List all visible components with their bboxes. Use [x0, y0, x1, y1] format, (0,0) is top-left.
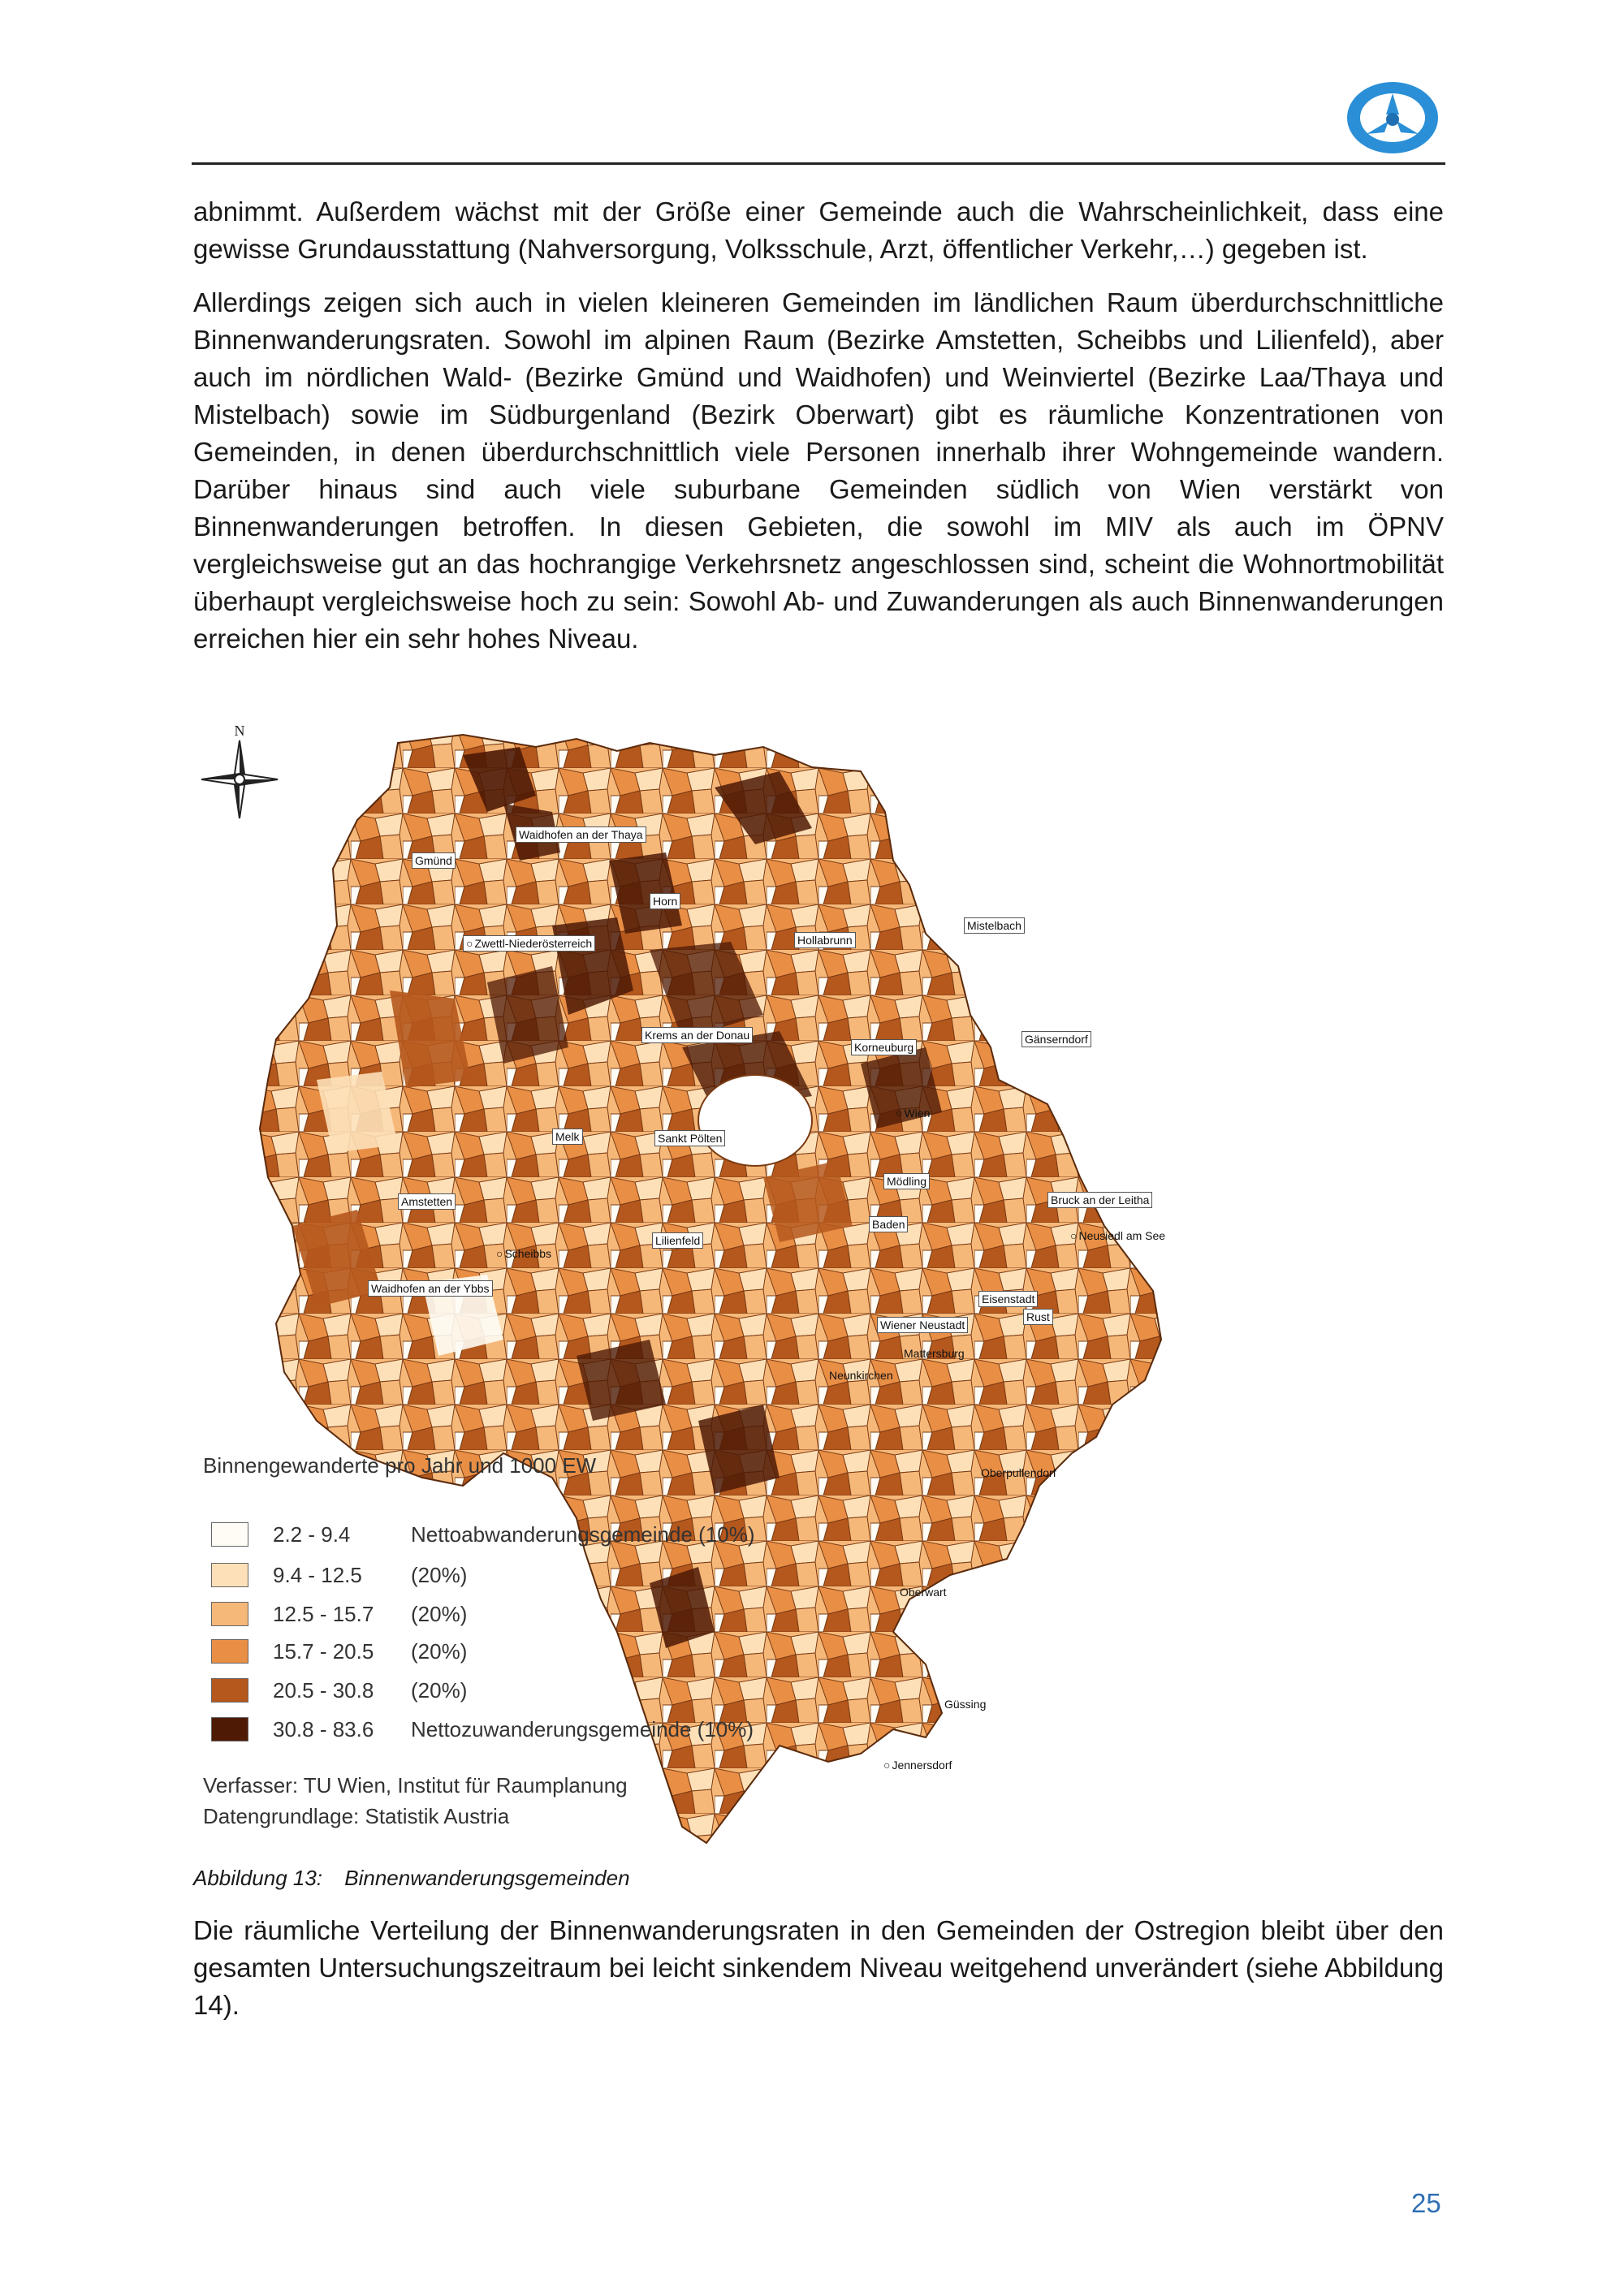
legend-note: (20%): [411, 1562, 468, 1587]
legend-swatch: [211, 1602, 248, 1626]
place-label: Mattersburg: [904, 1347, 965, 1360]
paragraph-1: abnimmt. Außerdem wächst mit der Größe einer Gemeinde auch die Wahrscheinlichkeit, dass eine gewisse Grundausstattung (Nahversorgung, Volksschule, Arzt, öffentlicher Verkehr,…) gegeben ist.: [193, 196, 1444, 264]
choropleth-map: [195, 723, 1234, 1851]
legend-swatch: [211, 1563, 248, 1587]
map-credits: [203, 1770, 628, 1832]
legend-swatch: [211, 1678, 248, 1703]
legend-note: (20%): [411, 1601, 468, 1626]
header-rule: [192, 162, 1445, 165]
legend-item: [211, 1559, 467, 1591]
compass-icon: [195, 723, 284, 828]
place-label: Waidhofen an der Thaya: [516, 826, 646, 843]
place-label: Mistelbach: [964, 917, 1025, 934]
place-label: ○ Wien: [893, 1106, 932, 1120]
legend-item: [211, 1635, 467, 1668]
place-label: ○ Scheibbs: [494, 1246, 554, 1261]
place-label: ○ Neusiedl am See: [1068, 1228, 1168, 1243]
place-label: Gmünd: [412, 852, 456, 869]
legend-note: Nettoabwanderungsgemeinde (10%): [411, 1521, 755, 1547]
legend-item: [211, 1674, 467, 1707]
legend-title: Binnengewanderte pro Jahr und 1000 EW: [203, 1453, 597, 1478]
place-label: ○ Jennersdorf: [881, 1758, 954, 1772]
place-label: Baden: [869, 1216, 908, 1232]
place-label: Bruck an der Leitha: [1047, 1192, 1152, 1208]
legend-swatch: [211, 1639, 248, 1664]
legend-range: 30.8 - 83.6: [273, 1716, 374, 1741]
logo-icon: [1344, 77, 1441, 158]
legend-range: 2.2 - 9.4: [273, 1521, 351, 1547]
caption-title: Binnenwanderungsgemeinden: [344, 1866, 630, 1890]
place-label: Neunkirchen: [829, 1369, 893, 1382]
place-label: Amstetten: [398, 1193, 456, 1210]
legend-item: [211, 1518, 755, 1551]
figure-caption: [193, 1866, 630, 1891]
place-label: Wiener Neustadt: [877, 1317, 968, 1333]
credits-source: Datengrundlage: Statistik Austria: [203, 1804, 510, 1828]
place-label: Krems an der Donau: [641, 1027, 753, 1043]
place-label: Horn: [650, 893, 680, 909]
credits-author: Verfasser: TU Wien, Institut für Raumplanung: [203, 1773, 628, 1798]
paragraph-2: Allerdings zeigen sich auch in vielen kleineren Gemeinden im ländlichen Raum überdurchschnittliche Binnenwanderungsraten. Sowohl im alpinen Raum (Bezirke Amstetten, Scheibbs und Lilienfeld), aber auch im nördlichen Wald- (Bezirke Gmünd und Waidhofen) und Weinviertel (Bezirke Laa/Thaya und Mistelbach) sowie im Südburgenland (Bezirk Oberwart) gibt es räumliche Konzentrationen von Gemeinden, in denen überdurchschnittlich viele Personen innerhalb ihrer Wohngemeinde wandern. Darüber hinaus sind auch viele suburbane Gemeinden südlich von Wien verstärkt von Binnenwanderungen betroffen. In diesen Gebieten, die sowohl im MIV als auch im ÖPNV vergleichsweise gut an das hochrangige Verkehrsnetz angeschlossen sind, scheint die Wohnortmobilität überhaupt vergleichsweise hoch zu sein: Sowohl Ab- und Zuwanderungen als auch Binnenwanderungen erreichen hier ein sehr hohes Niveau.: [193, 287, 1444, 654]
place-label: Gänserndorf: [1021, 1031, 1091, 1047]
place-label: Güssing: [944, 1698, 987, 1711]
paragraph-3: Die räumliche Verteilung der Binnenwanderungsraten in den Gemeinden der Ostregion bleibt über den gesamten Untersuchungszeitraum bei leicht sinkendem Niveau weitgehend unverändert (siehe Abbildung 14).: [193, 1915, 1444, 2020]
legend-range: 15.7 - 20.5: [273, 1638, 374, 1664]
page-number: 25: [1411, 2188, 1441, 2218]
place-label: Lilienfeld: [652, 1232, 703, 1249]
place-label: ○ Zwettl-Niederösterreich: [463, 935, 595, 952]
legend-item: [211, 1598, 467, 1630]
place-label: Melk: [552, 1129, 583, 1145]
caption-label: Abbildung 13:: [193, 1866, 323, 1890]
place-label: Rust: [1023, 1309, 1053, 1325]
legend-range: 12.5 - 15.7: [273, 1601, 374, 1626]
legend-range: 20.5 - 30.8: [273, 1677, 374, 1703]
place-label: Oberpullendorf: [981, 1466, 1056, 1479]
place-label: Eisenstadt: [978, 1291, 1038, 1307]
place-label: Waidhofen an der Ybbs: [368, 1280, 493, 1297]
legend-swatch: [211, 1522, 248, 1547]
place-label: Sankt Pölten: [654, 1130, 725, 1146]
place-label: Hollabrunn: [794, 932, 856, 948]
legend-item: [211, 1713, 754, 1746]
compass-label: N: [234, 723, 245, 739]
place-label: Oberwart: [900, 1586, 947, 1599]
legend-range: 9.4 - 12.5: [273, 1562, 362, 1587]
place-label: Korneuburg: [851, 1039, 917, 1055]
legend-note: (20%): [411, 1638, 468, 1664]
legend-note: Nettozuwanderungsgemeinde (10%): [411, 1716, 754, 1741]
legend-swatch: [211, 1717, 248, 1741]
place-label: Mödling: [883, 1173, 930, 1189]
legend-note: (20%): [411, 1677, 468, 1703]
